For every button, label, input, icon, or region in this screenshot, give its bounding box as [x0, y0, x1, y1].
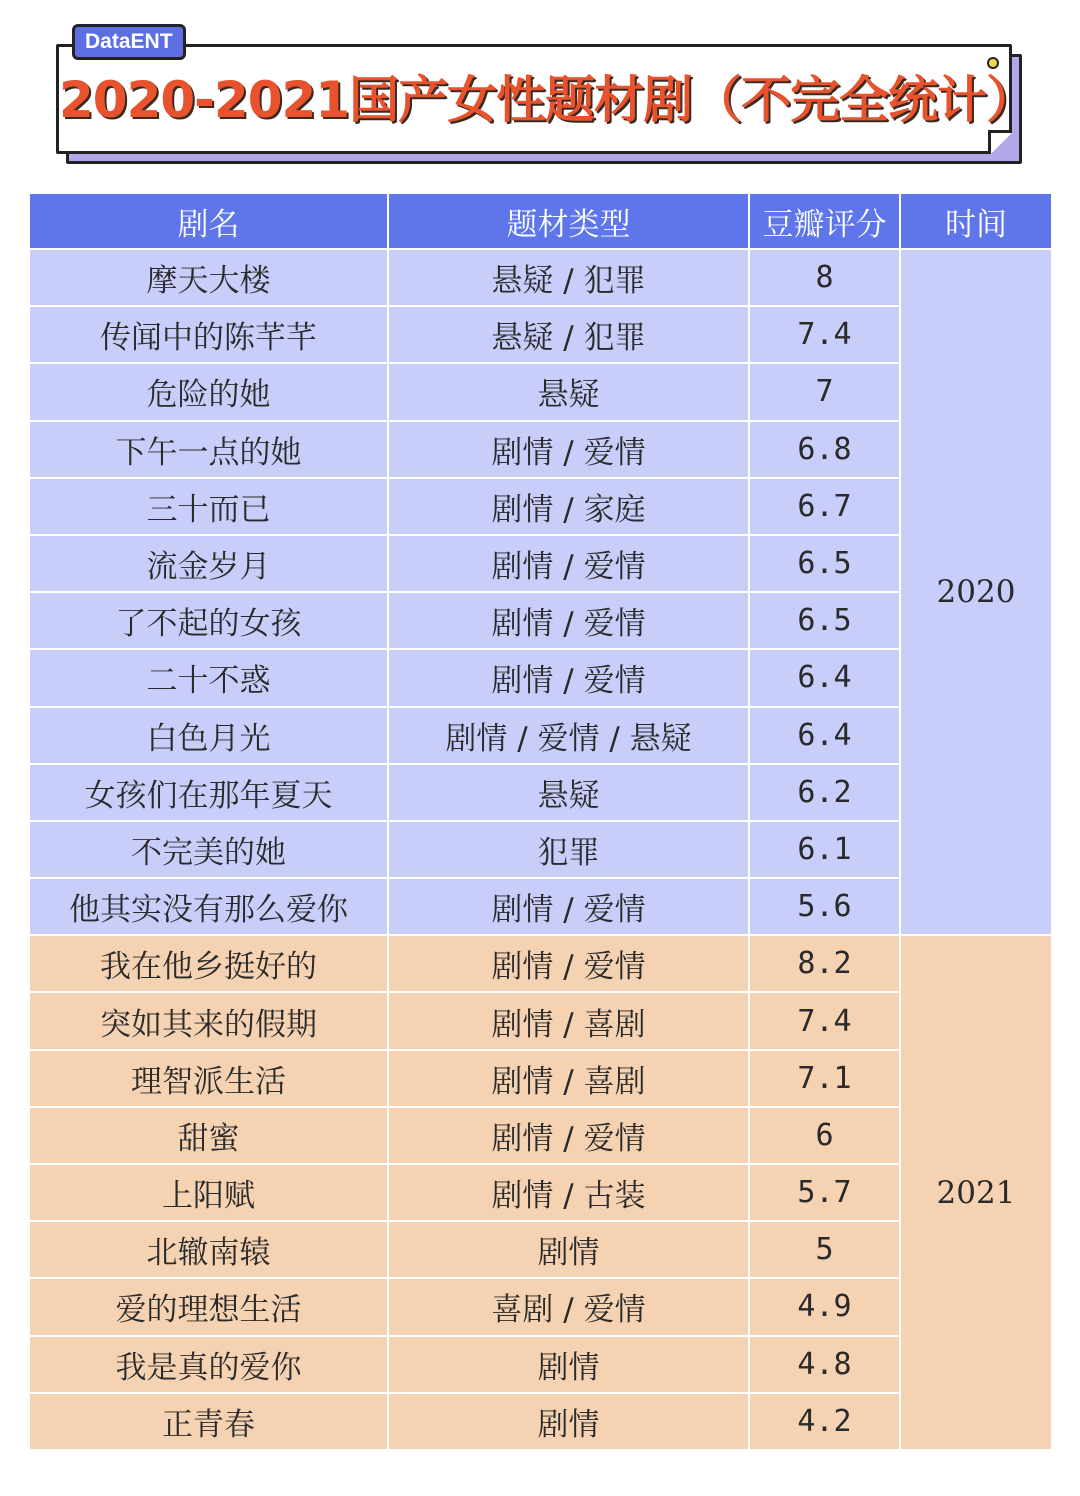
genre-cell: 喜剧 / 爱情 — [389, 1279, 750, 1336]
score-cell: 4.9 — [750, 1279, 901, 1336]
drama-name-cell: 下午一点的她 — [30, 422, 389, 479]
genre-cell: 剧情 — [389, 1394, 750, 1451]
genre-cell: 悬疑 — [389, 765, 750, 822]
genre-cell: 剧情 / 家庭 — [389, 479, 750, 536]
drama-name-cell: 突如其来的假期 — [30, 993, 389, 1050]
genre-cell: 剧情 / 古装 — [389, 1165, 750, 1222]
drama-name-cell: 我是真的爱你 — [30, 1337, 389, 1394]
genre-cell: 剧情 — [389, 1222, 750, 1279]
header-year: 时间 — [901, 194, 1051, 250]
genre-cell: 剧情 / 喜剧 — [389, 993, 750, 1050]
header-genre: 题材类型 — [389, 194, 750, 250]
genre-cell: 悬疑 / 犯罪 — [389, 307, 750, 364]
score-cell: 5 — [750, 1222, 901, 1279]
drama-name-cell: 不完美的她 — [30, 822, 389, 879]
genre-cell: 悬疑 — [389, 364, 750, 421]
score-cell: 7 — [750, 364, 901, 421]
genre-cell: 剧情 / 爱情 — [389, 536, 750, 593]
drama-name-cell: 理智派生活 — [30, 1051, 389, 1108]
drama-table — [30, 194, 1051, 1451]
score-cell: 7.4 — [750, 307, 901, 364]
genre-cell: 剧情 / 爱情 — [389, 593, 750, 650]
score-cell: 6.5 — [750, 593, 901, 650]
score-cell: 6 — [750, 1108, 901, 1165]
score-cell: 6.7 — [750, 479, 901, 536]
score-cell: 7.1 — [750, 1051, 901, 1108]
genre-cell: 剧情 / 爱情 — [389, 1108, 750, 1165]
drama-name-cell: 三十而已 — [30, 479, 389, 536]
genre-cell: 剧情 / 爱情 — [389, 650, 750, 707]
score-cell: 6.4 — [750, 650, 901, 707]
dot-decoration — [987, 57, 999, 69]
header-douban-score: 豆瓣评分 — [750, 194, 901, 250]
score-cell: 6.5 — [750, 536, 901, 593]
drama-name-cell: 白色月光 — [30, 708, 389, 765]
drama-name-cell: 二十不惑 — [30, 650, 389, 707]
score-cell: 8.2 — [750, 936, 901, 993]
drama-name-cell: 传闻中的陈芊芊 — [30, 307, 389, 364]
score-cell: 6.1 — [750, 822, 901, 879]
drama-name-cell: 流金岁月 — [30, 536, 389, 593]
genre-cell: 悬疑 / 犯罪 — [389, 250, 750, 307]
score-cell: 6.2 — [750, 765, 901, 822]
drama-name-cell: 上阳赋 — [30, 1165, 389, 1222]
genre-cell: 犯罪 — [389, 822, 750, 879]
genre-cell: 剧情 / 爱情 / 悬疑 — [389, 708, 750, 765]
header-drama-name: 剧名 — [30, 194, 389, 250]
year-cell: 2020 — [901, 250, 1051, 936]
drama-name-cell: 我在他乡挺好的 — [30, 936, 389, 993]
score-cell: 4.2 — [750, 1394, 901, 1451]
drama-name-cell: 了不起的女孩 — [30, 593, 389, 650]
year-cell: 2021 — [901, 936, 1051, 1451]
drama-name-cell: 甜蜜 — [30, 1108, 389, 1165]
drama-name-cell: 危险的她 — [30, 364, 389, 421]
drama-name-cell: 爱的理想生活 — [30, 1279, 389, 1336]
genre-cell: 剧情 — [389, 1337, 750, 1394]
score-cell: 6.8 — [750, 422, 901, 479]
drama-name-cell: 他其实没有那么爱你 — [30, 879, 389, 936]
drama-name-cell: 北辙南辕 — [30, 1222, 389, 1279]
folded-corner-decoration — [988, 130, 1012, 154]
drama-name-cell: 正青春 — [30, 1394, 389, 1451]
score-cell: 5.6 — [750, 879, 901, 936]
genre-cell: 剧情 / 爱情 — [389, 936, 750, 993]
score-cell: 8 — [750, 250, 901, 307]
drama-name-cell: 摩天大楼 — [30, 250, 389, 307]
drama-name-cell: 女孩们在那年夏天 — [30, 765, 389, 822]
title-banner — [56, 44, 1036, 154]
brand-tag: DataENT — [72, 24, 186, 60]
score-cell: 6.4 — [750, 708, 901, 765]
score-cell: 4.8 — [750, 1337, 901, 1394]
score-cell: 5.7 — [750, 1165, 901, 1222]
genre-cell: 剧情 / 喜剧 — [389, 1051, 750, 1108]
genre-cell: 剧情 / 爱情 — [389, 879, 750, 936]
genre-cell: 剧情 / 爱情 — [389, 422, 750, 479]
page-title: 2020-2021国产女性题材剧（不完全统计） — [59, 71, 1036, 129]
score-cell: 7.4 — [750, 993, 901, 1050]
